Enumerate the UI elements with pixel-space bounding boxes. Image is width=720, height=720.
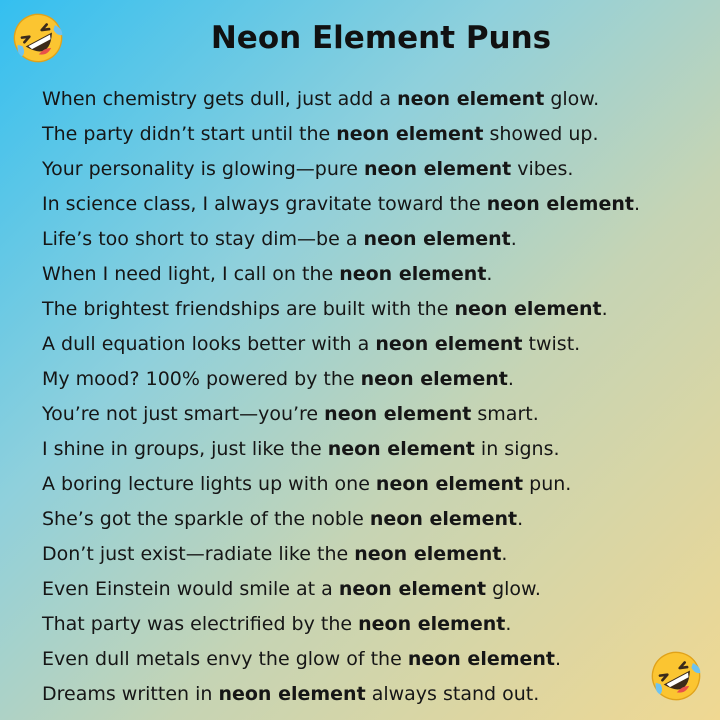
pun-line: A boring lecture lights up with one neon element pun. bbox=[42, 473, 572, 495]
pun-line: Dreams written in neon element always stand out. bbox=[42, 683, 540, 705]
pun-line: She’s got the sparkle of the noble neon element. bbox=[42, 508, 524, 530]
pun-line: My mood? 100% powered by the neon element. bbox=[42, 368, 514, 390]
pun-line: The party didn’t start until the neon element showed up. bbox=[42, 123, 599, 145]
page-title: Neon Element Puns bbox=[210, 20, 552, 56]
pun-line: I shine in groups, just like the neon element in signs. bbox=[42, 438, 560, 460]
pun-line: Don’t just exist—radiate like the neon element. bbox=[42, 543, 508, 565]
pun-line: That party was electrified by the neon element. bbox=[42, 613, 512, 635]
pun-line: A dull equation looks better with a neon element twist. bbox=[42, 333, 581, 355]
pun-line: Your personality is glowing—pure neon element vibes. bbox=[42, 158, 574, 180]
pun-line: Even dull metals envy the glow of the neon element. bbox=[42, 648, 562, 670]
pun-line: Even Einstein would smile at a neon element glow. bbox=[42, 578, 541, 600]
rolling-on-floor-laughing-emoji-icon bbox=[648, 648, 704, 704]
pun-line: In science class, I always gravitate toward the neon element. bbox=[42, 193, 640, 215]
pun-line: You’re not just smart—you’re neon element smart. bbox=[42, 403, 539, 425]
pun-line: Life’s too short to stay dim—be a neon element. bbox=[42, 228, 517, 250]
pun-line: When I need light, I call on the neon element. bbox=[42, 263, 493, 285]
pun-list bbox=[42, 82, 640, 712]
pun-line: When chemistry gets dull, just add a neon element glow. bbox=[42, 88, 600, 110]
pun-line: The brightest friendships are built with the neon element. bbox=[42, 298, 608, 320]
